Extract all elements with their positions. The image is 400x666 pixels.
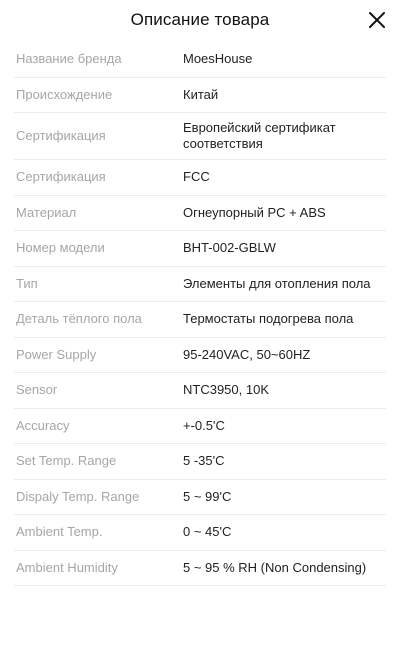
spec-key: Power Supply: [16, 346, 97, 362]
spec-key: Dispaly Temp. Range: [16, 488, 140, 504]
spec-row: [14, 196, 386, 232]
spec-row: [14, 480, 386, 516]
spec-key: Ambient Humidity: [16, 559, 118, 575]
spec-row: [14, 267, 386, 303]
spec-value: NTC3950, 10K: [183, 382, 269, 398]
spec-value: 5 ~ 99'C: [183, 488, 232, 504]
spec-key: Ambient Temp.: [16, 524, 103, 540]
spec-key: Сертификация: [16, 128, 106, 143]
spec-row: [14, 160, 386, 196]
spec-value: BHT-002-GBLW: [183, 240, 276, 256]
spec-value: 5 -35'C: [183, 453, 225, 469]
spec-key: Материал: [16, 204, 77, 220]
spec-row: [14, 78, 386, 114]
spec-row: [14, 338, 386, 374]
spec-row: [14, 444, 386, 480]
spec-key: Тип: [16, 275, 38, 291]
spec-value: Элементы для отопления пола: [183, 275, 371, 291]
spec-value: FCC: [183, 169, 210, 185]
spec-list: [14, 42, 386, 586]
spec-value: 95-240VAC, 50~60HZ: [183, 346, 311, 362]
sheet-header: [0, 0, 400, 42]
spec-row: [14, 42, 386, 78]
spec-value: MoesHouse: [183, 51, 253, 67]
spec-value: Китай: [183, 86, 219, 102]
spec-value: Европейский сертификат соответствия: [183, 120, 336, 151]
spec-row: [14, 409, 386, 445]
spec-key: Номер модели: [16, 240, 105, 256]
spec-row: [14, 113, 386, 160]
spec-value: Огнеупорный PC + ABS: [183, 204, 326, 220]
spec-key: Сертификация: [16, 169, 106, 185]
spec-key: Accuracy: [16, 417, 70, 433]
close-icon: [366, 9, 388, 31]
spec-row: [14, 515, 386, 551]
spec-value: +-0.5'C: [183, 417, 225, 433]
spec-value: 5 ~ 95 % RH (Non Condensing): [183, 559, 367, 575]
spec-key: Set Temp. Range: [16, 453, 117, 469]
spec-key: Название бренда: [16, 51, 122, 67]
spec-key: Деталь тёплого пола: [16, 311, 142, 327]
spec-key: Sensor: [16, 382, 58, 398]
page-title: Описание товара: [130, 10, 270, 29]
close-button[interactable]: [366, 9, 388, 31]
spec-value: 0 ~ 45'C: [183, 524, 232, 540]
spec-key: Происхождение: [16, 86, 113, 102]
spec-row: [14, 373, 386, 409]
spec-row: [14, 551, 386, 587]
spec-row: [14, 231, 386, 267]
spec-row: [14, 302, 386, 338]
spec-value: Термостаты подогрева пола: [183, 311, 354, 327]
